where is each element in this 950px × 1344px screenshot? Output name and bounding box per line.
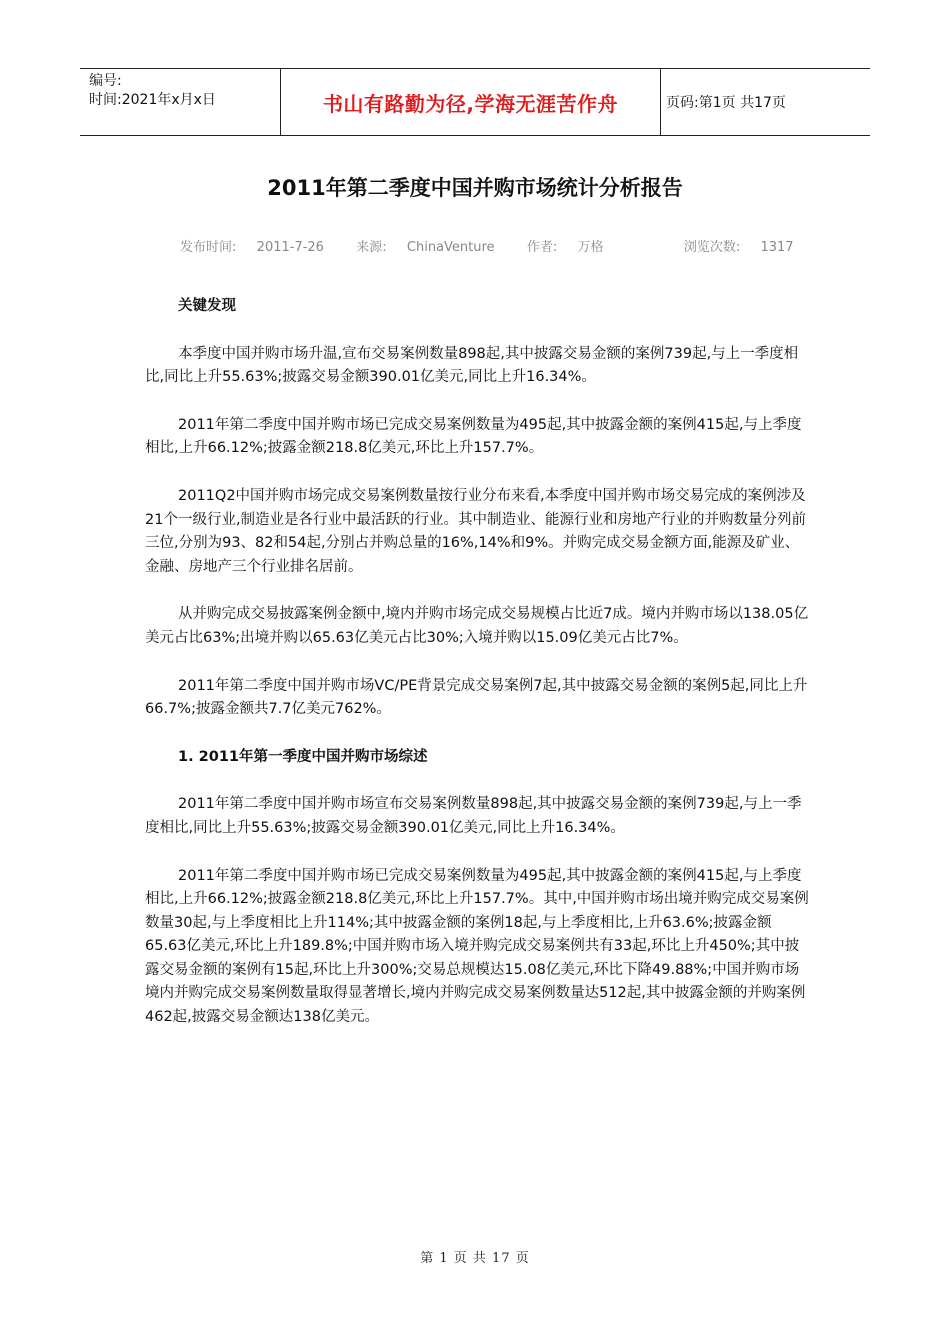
source-value: ChinaVenture — [406, 240, 495, 255]
document-meta — [180, 236, 794, 255]
publish-label: 发布时间: — [180, 240, 237, 255]
paragraph: 从并购完成交易披露案例金额中,境内并购市场完成交易规模占比近7成。境内并购市场以138.05亿美元占比63%;出境并购以65.63亿美元占比30%;入境并购以15.09亿美元占比7%。 — [145, 606, 809, 646]
source-label: 来源: — [356, 240, 387, 255]
author-value: 万格 — [577, 240, 604, 255]
header-table — [80, 68, 870, 136]
header-motto-cell — [281, 69, 661, 135]
paragraph: 本季度中国并购市场升温,宣布交易案例数量898起,其中披露交易金额的案例739起,与上一季度相比,同比上升55.63%;披露交易金额390.01亿美元,同比上升16.34%。 — [145, 345, 799, 386]
code-label: 编号: — [89, 73, 122, 89]
views-value: 1317 — [760, 240, 794, 255]
document-title: 2011年第二季度中国并购市场统计分析报告 — [267, 176, 683, 200]
key-findings-heading: 关键发现 — [178, 298, 236, 314]
paragraph: 2011年第二季度中国并购市场宣布交易案例数量898起,其中披露交易金额的案例739起,与上一季度相比,同比上升55.63%;披露交易金额390.01亿美元,同比上升16.34%。 — [145, 796, 802, 836]
page-info: 页码:第1页 共17页 — [666, 95, 786, 111]
motto-text: 书山有路勤为径,学海无涯苦作舟 — [322, 91, 619, 116]
publish-date: 2011-7-26 — [256, 240, 324, 255]
author-label: 作者: — [526, 240, 558, 255]
paragraph: 2011年第二季度中国并购市场已完成交易案例数量为495起,其中披露金额的案例415起,与上季度相比,上升66.12%;披露金额218.8亿美元,环比上升157.7%。其中,中国并购市场出境并购完成交易案例数量30起,与上季度相比上升114%;其中披露金额的案例18起,与上季度相比,上升63.6%;披露金额65.63亿美元,环比上升189.8%;中国并购市场入境并购完成交易案例共有33起,环比上升450%;其中披露交易金额的案例有15起,环比上升300%;交易总规模达15.08亿美元,环比下降49.88%;中国并购市场境内并购完成交易案例数量取得显著增长,境内并购完成交易案例数量达512起,其中披露金额的并购案例462起,披露交易金额达138亿美元。 — [145, 867, 809, 1026]
section-1-heading: 1. 2011年第一季度中国并购市场综述 — [178, 748, 428, 765]
page-footer: 第 1 页 共 17 页 — [420, 1251, 530, 1266]
paragraph: 2011年第二季度中国并购市场已完成交易案例数量为495起,其中披露金额的案例415起,与上季度相比,上升66.12%;披露金额218.8亿美元,环比上升157.7%。 — [145, 416, 802, 457]
date-label: 时间:2021年x月x日 — [89, 92, 216, 108]
paragraph: 2011Q2中国并购市场完成交易案例数量按行业分布来看,本季度中国并购市场交易完成的案例涉及21个一级行业,制造业是各行业中最活跃的行业。其中制造业、能源行业和房地产行业的并购数量分列前三位,分别为93、82和54起,分别占并购总量的16%,14%和9%。并购完成交易金额方面,能源及矿业、金融、房地产三个行业排名居前。 — [145, 487, 807, 575]
header-right-cell — [661, 69, 870, 135]
paragraph: 2011年第二季度中国并购市场VC/PE背景完成交易案例7起,其中披露交易金额的案例5起,同比上升66.7%;披露金额共7.7亿美元762%。 — [145, 677, 808, 718]
document-body — [145, 295, 810, 1054]
header-left-cell — [80, 69, 281, 135]
views-label: 浏览次数: — [683, 240, 741, 255]
